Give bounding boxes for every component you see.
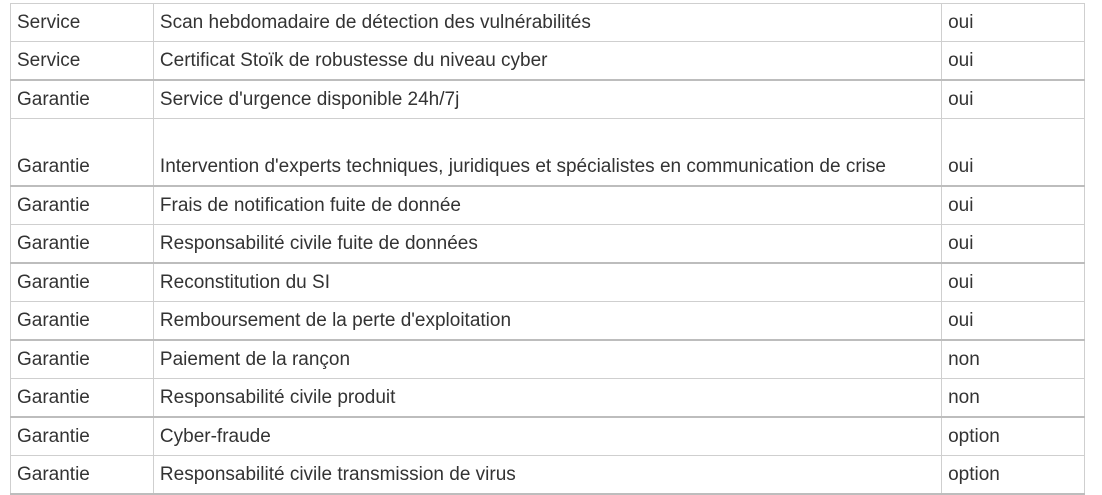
- table-row: [11, 417, 1085, 456]
- row-type-cell: Garantie: [11, 302, 154, 341]
- row-type-cell: Garantie: [11, 340, 154, 379]
- row-value-cell: non: [942, 340, 1085, 379]
- row-description-cell: Frais de notification fuite de donnée: [153, 186, 941, 225]
- row-description-cell: Cyber-fraude: [153, 417, 941, 456]
- table-row: [11, 42, 1085, 81]
- row-type-cell: Service: [11, 4, 154, 42]
- row-description-cell: Remboursement de la perte d'exploitation: [153, 302, 941, 341]
- row-type-cell: Garantie: [11, 186, 154, 225]
- row-value-cell: oui: [942, 186, 1085, 225]
- table-row: [11, 4, 1085, 42]
- row-description-cell: Certificat Stoïk de robustesse du niveau cyber: [153, 42, 941, 81]
- row-description-cell: Responsabilité civile fuite de données: [153, 225, 941, 264]
- table-row: [11, 340, 1085, 379]
- row-value-cell: oui: [942, 263, 1085, 302]
- row-value-cell: option: [942, 417, 1085, 456]
- row-type-cell: Garantie: [11, 263, 154, 302]
- row-type-cell: Garantie: [11, 80, 154, 119]
- row-type-cell: Garantie: [11, 225, 154, 264]
- row-description-cell: Responsabilité civile transmission de virus: [153, 456, 941, 495]
- table-row: [11, 119, 1085, 187]
- row-description-cell: Reconstitution du SI: [153, 263, 941, 302]
- table-row: [11, 302, 1085, 341]
- table-row: [11, 225, 1085, 264]
- coverage-table: [10, 3, 1085, 495]
- row-type-cell: Service: [11, 42, 154, 81]
- row-description-cell: Intervention d'experts techniques, juridiques et spécialistes en communication de crise: [153, 119, 941, 187]
- row-value-cell: oui: [942, 225, 1085, 264]
- row-description-cell: Responsabilité civile produit: [153, 379, 941, 418]
- row-value-cell: oui: [942, 80, 1085, 119]
- row-type-cell: Garantie: [11, 119, 154, 187]
- row-value-cell: oui: [942, 4, 1085, 42]
- table-row: [11, 80, 1085, 119]
- table-row: [11, 186, 1085, 225]
- row-type-cell: Garantie: [11, 379, 154, 418]
- row-value-cell: option: [942, 456, 1085, 495]
- row-type-cell: Garantie: [11, 456, 154, 495]
- row-description-cell: Paiement de la rançon: [153, 340, 941, 379]
- row-value-cell: oui: [942, 119, 1085, 187]
- table-row: [11, 263, 1085, 302]
- row-description-cell: Service d'urgence disponible 24h/7j: [153, 80, 941, 119]
- row-description-cell: Scan hebdomadaire de détection des vulnérabilités: [153, 4, 941, 42]
- row-type-cell: Garantie: [11, 417, 154, 456]
- table-row: [11, 379, 1085, 418]
- row-value-cell: oui: [942, 42, 1085, 81]
- row-value-cell: oui: [942, 302, 1085, 341]
- row-value-cell: non: [942, 379, 1085, 418]
- table-row: [11, 456, 1085, 495]
